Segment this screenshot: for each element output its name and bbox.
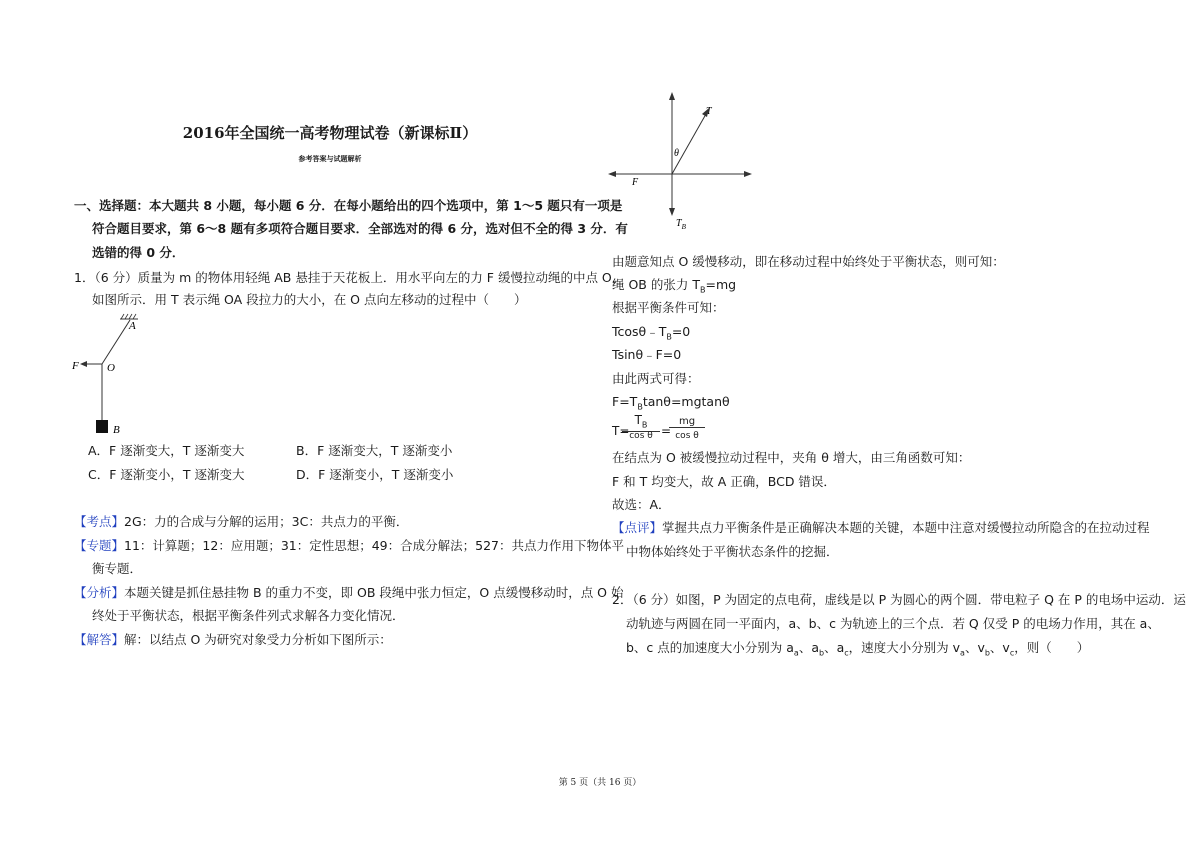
fenxi-text-line1: 本题关键是抓住悬挂物 B 的重力不变，即 OB 段绳中张力恒定，O 点缓慢移动时，点 O 始: [124, 585, 624, 600]
q1-rope-figure: [66, 312, 156, 440]
force-diagram: [606, 86, 766, 246]
force-t-line: [672, 114, 706, 174]
dianping-row: [612, 520, 1150, 536]
label-o: O: [107, 362, 115, 374]
diagram-label-t: T: [706, 106, 712, 117]
page-footer: 第 5 页（共 16 页）: [558, 778, 642, 788]
jieda-row: [74, 632, 392, 648]
kaodian-tag: 【考点】: [74, 514, 125, 529]
q2-stem-line2: 动轨迹与两圆在同一平面内，a、b、c 为轨迹上的三个点．若 Q 仅受 P 的电场力作用，其在 a、: [626, 616, 1160, 631]
diagram-label-tb: $T_B$: [676, 218, 686, 231]
fraction2-denominator: cos θ: [675, 431, 699, 441]
diagram-label-theta: θ: [674, 148, 679, 159]
kaodian-row: [74, 514, 408, 530]
solution-line2: 绳 OB 的张力 $T_B=mg$: [612, 277, 737, 295]
equation-1: $Tcos\theta﹣T_B=0$: [612, 324, 691, 342]
jieda-tag: 【解答】: [74, 632, 125, 647]
fenxi-row: [74, 585, 624, 601]
jieda-text: 解：以结点 O 为研究对象受力分析如下图所示：: [124, 632, 392, 647]
section-heading-line3: 选错的得 0 分．: [92, 245, 185, 260]
rope-oa: [102, 320, 130, 364]
vertical-axis-arrowhead: [669, 92, 675, 100]
zhuanti-row: [74, 538, 624, 554]
force-tb-arrowhead: [669, 208, 675, 216]
solution-line6: 由此两式可得：: [612, 371, 700, 386]
q1-option-a: A．F 逐渐变大，T 逐渐变大: [88, 443, 245, 458]
fraction1-denominator: cos θ: [629, 431, 653, 441]
solution-line10: F 和 T 均变大，故 A 正确，BCD 错误．: [612, 474, 836, 489]
dianping-text-line2: 中物体始终处于平衡状态条件的挖掘．: [626, 544, 839, 559]
kaodian-text: 2G：力的合成与分解的运用；3C：共点力的平衡．: [124, 514, 409, 529]
dianping-tag: 【点评】: [612, 520, 663, 535]
q1-option-c: C．F 逐渐变小，T 逐渐变大: [88, 467, 245, 482]
solution-line9: 在结点为 O 被缓慢拉动过程中，夹角 θ 增大，由三角函数可知：: [612, 450, 971, 465]
label-a: A: [129, 320, 136, 332]
solution-line3: 根据平衡条件可知：: [612, 300, 725, 315]
q1-option-b: B．F 逐渐变大，T 逐渐变小: [296, 443, 453, 458]
label-f: F: [72, 360, 79, 372]
answer-line: 故选：A．: [612, 497, 671, 512]
zhuanti-text-line2: 衡专题．: [92, 561, 143, 576]
fenxi-text-line2: 终处于平衡状态，根据平衡条件列式求解各力变化情况．: [92, 608, 405, 623]
fenxi-tag: 【分析】: [74, 585, 125, 600]
fraction1-numerator: $T_B$: [622, 414, 660, 432]
ceiling-hatch: [121, 314, 136, 319]
q1-option-d: D．F 逐渐变小，T 逐渐变小: [296, 467, 454, 482]
section-heading-line2: 符合题目要求，第 6～8 题有多项符合题目要求．全部选对的得 6 分，选对但不全的得 3 分．有: [92, 221, 628, 236]
force-f-arrowhead-diagram: [608, 171, 616, 177]
zhuanti-tag: 【专题】: [74, 538, 125, 553]
force-f-arrowhead: [80, 361, 87, 367]
q2-stem-line1: 2．（6 分）如图，P 为固定的点电荷，虚线是以 P 为圆心的两个圆．带电粒子 Q 在 P 的电场中运动．运: [612, 592, 1186, 607]
page-subtitle: 参考答案与试题解析: [298, 155, 362, 163]
page-title: 2016年全国统一高考物理试卷（新课标Ⅱ）: [182, 124, 478, 142]
zhuanti-text-line1: 11：计算题；12：应用题；31：定性思想；49：合成分解法；527：共点力作用下物体平: [124, 538, 624, 553]
q1-stem-line2: 如图所示．用 T 表示绳 OA 段拉力的大小，在 O 点向左移动的过程中（ ）: [92, 292, 527, 307]
label-b: B: [113, 424, 120, 436]
equation-2: Tsinθ﹣F=0: [612, 347, 682, 362]
horizontal-axis-arrowhead: [744, 171, 752, 177]
dianping-text-line1: 掌握共点力平衡条件是正确解决本题的关键，本题中注意对缓慢拉动所隐含的在拉动过程: [662, 520, 1150, 535]
solution-line1: 由题意知点 O 缓慢移动，即在移动过程中始终处于平衡状态，则可知：: [612, 254, 1005, 269]
q1-stem-line1: 1．（6 分）质量为 m 的物体用轻绳 AB 悬挂于天花板上．用水平向左的力 F 缓慢拉动绳的中点 O，: [74, 270, 625, 285]
equation-3: $F=T_B\tan\theta=mgtan\theta$: [612, 394, 730, 412]
q2-stem-line3: b、c 点的加速度大小分别为 $a_a$、$a_b$、$a_c$，速度大小分别为 $v_a$、$v_b$、$v_c$，则（ ）: [626, 640, 1090, 658]
fraction2-numerator: mg: [669, 416, 705, 428]
section-heading-line1: 一、选择题：本大题共 8 小题，每小题 6 分．在每小题给出的四个选项中，第 1～5 题只有一项是: [74, 198, 623, 213]
block-b: [96, 420, 108, 433]
diagram-label-f: F: [632, 177, 639, 188]
